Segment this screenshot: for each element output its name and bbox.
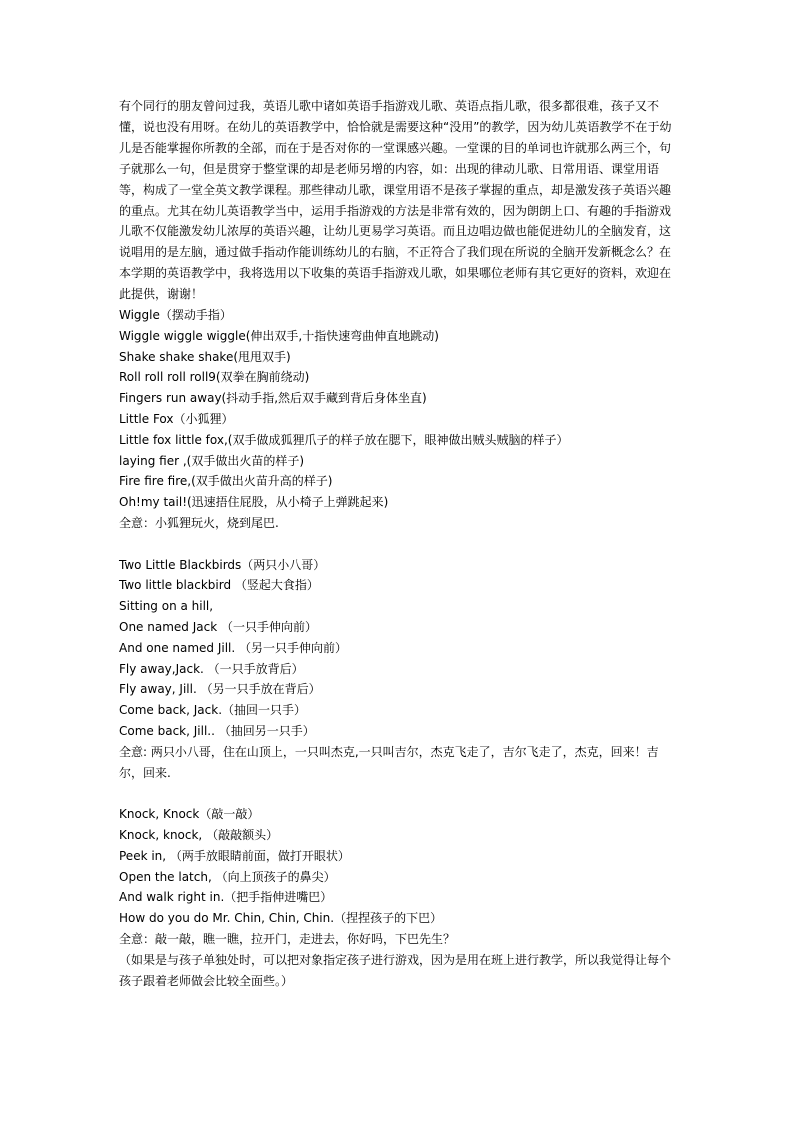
rhyme-line: And one named Jill. （另一只手伸向前） [119,640,348,655]
rhyme-line: Wiggle（摆动手指） [119,308,232,323]
rhyme-title: Knock, Knock（敲一敲） [119,807,260,822]
rhyme-summary: 全意：敲一敲，瞧一瞧，拉开门，走进去，你好吗，下巴先生？ [119,931,456,946]
rhyme-line: Come back, Jack.（抽回一只手） [119,703,307,718]
rhyme-line: Knock, knock, （敲敲额头） [119,827,279,842]
rhyme-line: Roll roll roll roll9(双拳在胸前绕动) [119,370,310,385]
rhyme-line: How do you do Mr. Chin, Chin, Chin.（捏捏孩子的下巴） [119,911,443,926]
intro-paragraph [119,96,679,305]
rhyme-line: Sitting on a hill, [119,599,214,614]
rhyme-line: Shake shake shake(甩甩双手) [119,349,291,364]
rhyme-line: Fly away,Jack. （一只手放背后） [119,661,304,676]
rhyme-line: One named Jack （一只手伸向前） [119,620,317,635]
blank-line [119,783,679,804]
rhyme-summary: 全意: 两只小八哥，住在山顶上，一只叫杰克,一只叫吉尔，杰克飞走了，吉尔飞走了，杰克，回来！吉尔，回来. [119,744,659,780]
blank-line [119,534,679,555]
rhyme-line: laying fier ,(双手做出火苗的样子) [119,453,305,468]
rhyme-title-little-fox: Little Fox（小狐狸） [119,412,234,427]
rhyme-two-little-blackbirds [119,555,679,784]
rhyme-summary: 全意：小狐狸玩火，烧到尾巴. [119,516,279,531]
document-page [119,96,679,991]
rhyme-line: And walk right in.（把手指伸进嘴巴） [119,890,333,905]
rhyme-title: Two Little Blackbirds（两只小八哥） [119,557,326,572]
rhyme-line: Fly away, Jill. （另一只手放在背后） [119,682,321,697]
rhyme-line: Open the latch, （向上顶孩子的鼻尖） [119,869,336,884]
rhyme-wiggle [119,305,679,534]
rhyme-line: Fire fire fire,(双手做出火苗升高的样子) [119,474,333,489]
rhyme-line: Peek in, （两手放眼睛前面，做打开眼状） [119,848,350,863]
rhyme-line: Fingers run away(抖动手指,然后双手藏到背后身体坐直) [119,391,427,406]
rhyme-line: Little fox little fox,(双手做成狐狸爪子的样子放在腮下，眼神做出贼头贼脑的样子） [119,432,569,447]
intro-text: 有个同行的朋友曾问过我，英语儿歌中诸如英语手指游戏儿歌、英语点指儿歌，很多都很难，孩子又不懂，说也没有用呀。在幼儿的英语教学中，恰恰就是需要这种“没用”的教学，因为幼儿英语教学不在于幼儿是否能掌握你所教的全部，而在于是否对你的一堂课感兴趣。一堂课的目的单词也许就那么两三个，句子就那么一句，但是贯穿于整堂课的却是老师另增的内容，如：出现的律动儿歌、日常用语、课堂用语等，构成了一堂全英文教学课程。那些律动儿歌，课堂用语不是孩子掌握的重点，却是激发孩子英语兴趣的重点。尤其在幼儿英语教学当中，运用手指游戏的方法是非常有效的，因为朗朗上口、有趣的手指游戏儿歌不仅能激发幼儿浓厚的英语兴趣，让幼儿更易学习英语。而且边唱边做也能促进幼儿的全脑发育，这说唱用的是左脑，通过做手指动作能训练幼儿的右脑，不正符合了我们现在所说的全脑开发新概念么？在本学期的英语教学中，我将选用以下收集的英语手指游戏儿歌，如果哪位老师有其它更好的资料，欢迎在此提供，谢谢！ [119,99,672,302]
rhyme-note: （如果是与孩子单独处时，可以把对象指定孩子进行游戏，因为是用在班上进行教学，所以我觉得让每个孩子跟着老师做会比较全面些。） [119,952,672,988]
rhyme-line: Wiggle wiggle wiggle(伸出双手,十指快速弯曲伸直地跳动) [119,328,439,343]
rhyme-line: Oh!my tail!(迅速捂住屁股，从小椅子上弹跳起来) [119,495,389,510]
rhyme-line: Two little blackbird （竖起大食指） [119,578,319,593]
rhyme-line: Come back, Jill.. （抽回另一只手） [119,724,315,738]
rhyme-knock-knock [119,804,679,991]
